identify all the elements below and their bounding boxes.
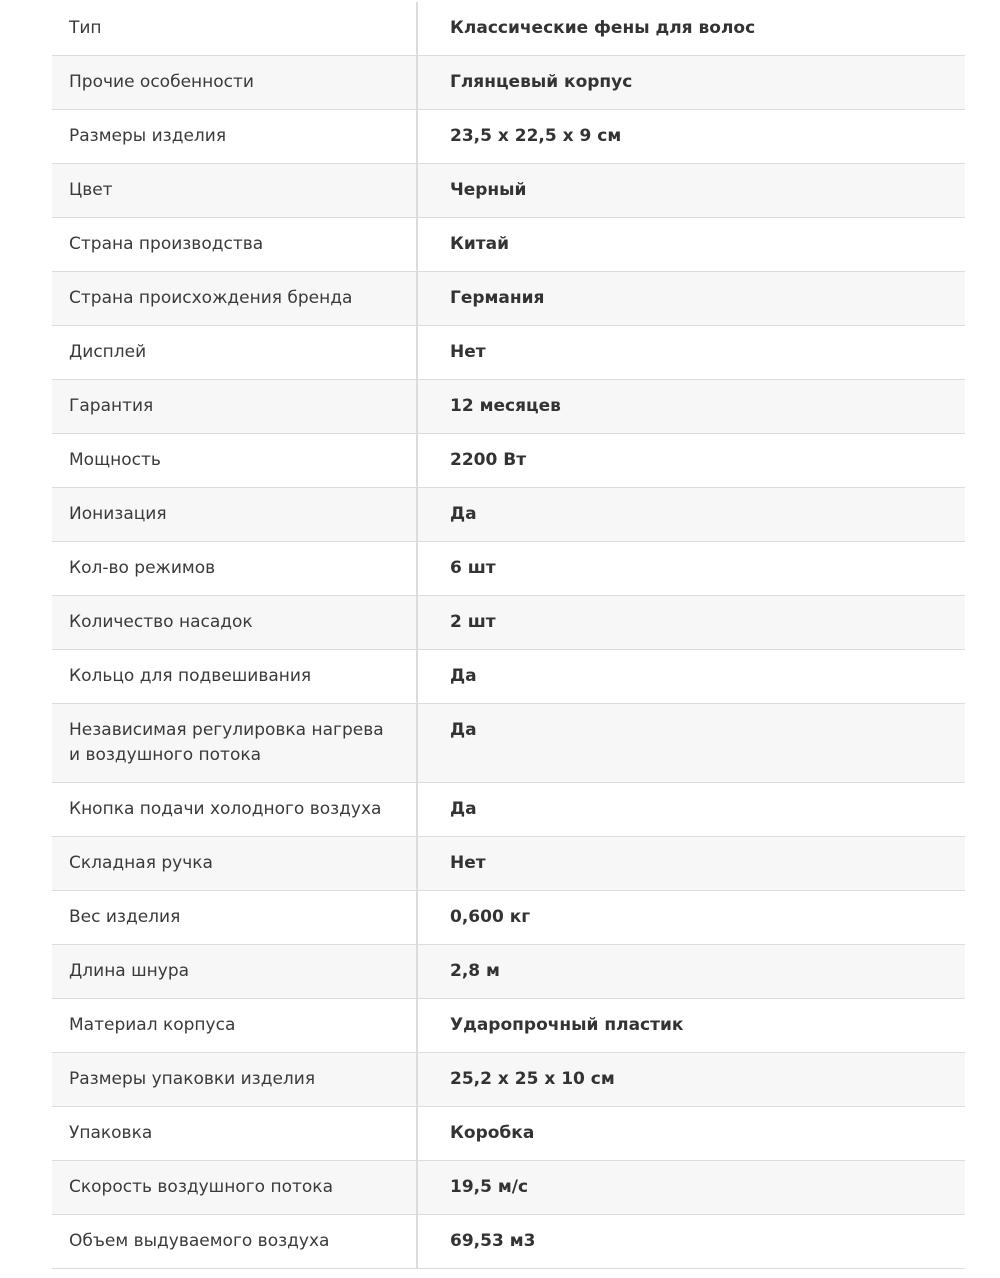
spec-name: Независимая регулировка нагрева и воздушного потока <box>52 704 417 783</box>
spec-name: Упаковка <box>52 1107 417 1161</box>
spec-row-product-dimensions <box>52 110 965 164</box>
spec-row-cord-length <box>52 945 965 999</box>
spec-name: Кнопка подачи холодного воздуха <box>52 783 417 837</box>
spec-value: Коробка <box>417 1107 965 1161</box>
spec-name: Страна производства <box>52 218 417 272</box>
spec-value: Глянцевый корпус <box>417 56 965 110</box>
spec-name: Мощность <box>52 434 417 488</box>
spec-value: Да <box>417 704 965 783</box>
spec-value: 2200 Вт <box>417 434 965 488</box>
spec-row-modes-count <box>52 542 965 596</box>
spec-row-independent-adjustment <box>52 704 965 783</box>
spec-row-other-features <box>52 56 965 110</box>
spec-name: Гарантия <box>52 380 417 434</box>
spec-value: Германия <box>417 272 965 326</box>
spec-name: Размеры упаковки изделия <box>52 1053 417 1107</box>
spec-row-weight <box>52 891 965 945</box>
spec-row-cold-air-button <box>52 783 965 837</box>
spec-value: 6 шт <box>417 542 965 596</box>
spec-row-body-material <box>52 999 965 1053</box>
spec-value: Черный <box>417 164 965 218</box>
spec-row-folding-handle <box>52 837 965 891</box>
spec-row-warranty <box>52 380 965 434</box>
spec-row-type <box>52 2 965 56</box>
spec-value: Да <box>417 650 965 704</box>
spec-value: Классические фены для волос <box>417 2 965 56</box>
spec-value: 0,600 кг <box>417 891 965 945</box>
specifications-table-body <box>52 2 965 1269</box>
spec-name: Размеры изделия <box>52 110 417 164</box>
spec-name: Складная ручка <box>52 837 417 891</box>
spec-row-attachments-count <box>52 596 965 650</box>
spec-row-ionization <box>52 488 965 542</box>
spec-row-package-dimensions <box>52 1053 965 1107</box>
spec-name: Скорость воздушного потока <box>52 1161 417 1215</box>
spec-name: Кол-во режимов <box>52 542 417 596</box>
spec-row-air-volume <box>52 1215 965 1269</box>
spec-row-color <box>52 164 965 218</box>
spec-row-country-of-manufacture <box>52 218 965 272</box>
spec-value: Ударопрочный пластик <box>417 999 965 1053</box>
spec-name: Кольцо для подвешивания <box>52 650 417 704</box>
spec-row-display <box>52 326 965 380</box>
spec-row-packaging <box>52 1107 965 1161</box>
spec-value: 19,5 м/с <box>417 1161 965 1215</box>
spec-name: Ионизация <box>52 488 417 542</box>
spec-row-brand-origin <box>52 272 965 326</box>
spec-value: 25,2 х 25 х 10 см <box>417 1053 965 1107</box>
spec-value: 69,53 м3 <box>417 1215 965 1269</box>
spec-name: Вес изделия <box>52 891 417 945</box>
spec-value: 2,8 м <box>417 945 965 999</box>
spec-name: Длина шнура <box>52 945 417 999</box>
spec-value: 12 месяцев <box>417 380 965 434</box>
spec-value: Нет <box>417 326 965 380</box>
spec-value: 2 шт <box>417 596 965 650</box>
specifications-table <box>52 2 965 1269</box>
spec-value: Китай <box>417 218 965 272</box>
spec-name: Материал корпуса <box>52 999 417 1053</box>
spec-name: Страна происхождения бренда <box>52 272 417 326</box>
spec-name: Дисплей <box>52 326 417 380</box>
spec-value: Да <box>417 488 965 542</box>
spec-name: Тип <box>52 2 417 56</box>
spec-value: Нет <box>417 837 965 891</box>
spec-value: 23,5 х 22,5 х 9 см <box>417 110 965 164</box>
spec-name: Цвет <box>52 164 417 218</box>
spec-name: Количество насадок <box>52 596 417 650</box>
spec-row-power <box>52 434 965 488</box>
spec-name: Прочие особенности <box>52 56 417 110</box>
spec-name: Объем выдуваемого воздуха <box>52 1215 417 1269</box>
spec-row-hanging-ring <box>52 650 965 704</box>
spec-value: Да <box>417 783 965 837</box>
spec-row-airflow-speed <box>52 1161 965 1215</box>
